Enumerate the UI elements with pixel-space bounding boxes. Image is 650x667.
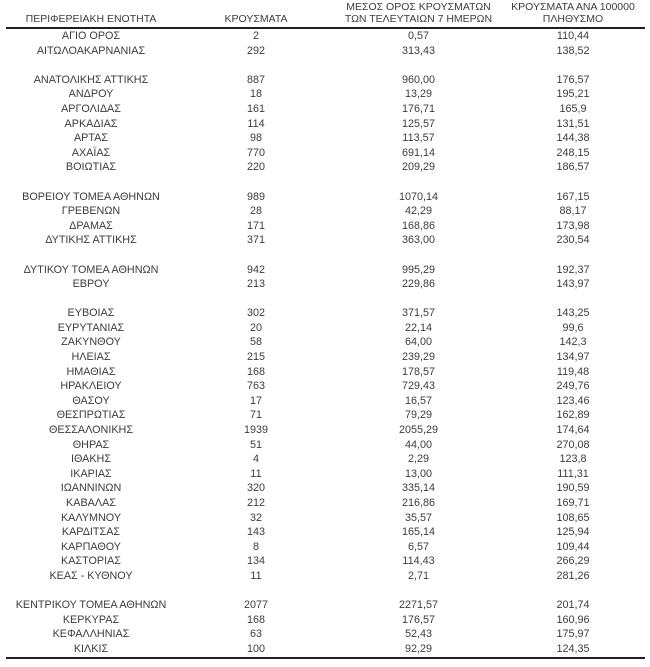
table-row (6, 525, 645, 540)
cases-cell: 2077 (243, 599, 269, 612)
avg-7day-cell: 92,29 (336, 642, 501, 658)
avg-7day-cell: 22,14 (404, 321, 433, 334)
region-name-cell: ΚΕΦΑΛΛΗΝΙΑΣ (52, 628, 130, 641)
cases-cell: 11 (250, 569, 262, 582)
col-header-line2: ΚΡΟΥΣΜΑΤΑ (224, 12, 288, 25)
region-name-cell: ΙΘΑΚΗΣ (70, 453, 112, 466)
per-100k-cell: 143,97 (556, 278, 590, 291)
region-name-cell: ΚΑΡΠΑΘΟΥ (60, 540, 122, 553)
avg-7day-cell: 960,00 (401, 73, 436, 86)
region-name-cell: ΚΕΑΣ - ΚΥΘΝΟΥ (49, 569, 133, 582)
avg-7day-cell: 363,00 (401, 234, 436, 247)
region-name-cell: ΑΡΤΑΣ (73, 132, 109, 145)
table-row (6, 394, 645, 409)
region-name-cell: ΔΥΤΙΚΟΥ ΤΟΜΕΑ ΑΘΗΝΩΝ (23, 263, 159, 276)
per-100k-cell: 143,25 (556, 307, 590, 320)
spacer-cell (6, 584, 645, 599)
region-name-cell: ΚΕΝΤΡΙΚΟΥ ΤΟΜΕΑ ΑΘΗΝΩΝ (15, 599, 167, 612)
per-100k-cell: 169,71 (556, 497, 590, 509)
avg-7day-cell: 168,86 (401, 219, 436, 232)
per-100k-cell: 123,8 (559, 453, 587, 466)
region-name-cell: ΘΑΣΟΥ (72, 394, 110, 407)
region-name-cell: ΒΟΡΕΙΟΥ ΤΟΜΕΑ ΑΘΗΝΩΝ (22, 190, 160, 203)
table-row (6, 28, 645, 44)
cases-cell: 134 (246, 555, 265, 568)
per-100k-cell: 144,38 (556, 132, 590, 145)
avg-7day-cell: 1070,14 (398, 190, 439, 203)
group-spacer-row (6, 584, 645, 599)
cases-cell: 171 (246, 219, 265, 232)
avg-7day-cell: 13,29 (404, 88, 433, 101)
region-name-cell: ΕΒΡΟΥ (72, 278, 110, 291)
avg-7day-cell: 0,57 (407, 30, 429, 42)
col-header-avg-7day (336, 2, 501, 28)
regional-cases-report-page (0, 2, 650, 667)
per-100k-cell: 176,57 (556, 73, 590, 86)
avg-7day-cell: 2271,57 (398, 599, 439, 612)
avg-7day-cell: 691,14 (401, 146, 436, 159)
table-body (6, 28, 645, 658)
per-100k-cell: 201,74 (556, 599, 590, 612)
avg-7day-cell: 178,57 (401, 365, 436, 378)
cases-cell: 18 (249, 88, 262, 101)
avg-7day-cell: 729,43 (401, 380, 436, 393)
cases-cell: 213 (246, 278, 265, 291)
cases-cell: 320 (246, 482, 265, 495)
cases-cell: 71 (249, 409, 262, 422)
table-row (6, 452, 645, 467)
avg-7day-cell: 79,29 (404, 409, 433, 422)
region-name-cell: ΑΙΤΩΛΟΑΚΑΡΝΑΝΙΑΣ (36, 44, 146, 57)
table-row (6, 423, 645, 438)
table-row (6, 496, 645, 511)
cases-cell: 292 (246, 44, 265, 57)
cases-cell: 58 (249, 336, 262, 349)
cases-cell: 17 (249, 394, 262, 407)
cases-cell: 1939 (243, 424, 269, 437)
per-100k-cell: 119,48 (556, 365, 590, 378)
avg-7day-cell: 176,57 (401, 613, 436, 626)
avg-7day-cell: 44,00 (404, 438, 433, 451)
cases-cell: 32 (249, 511, 262, 524)
region-name-cell: ΖΑΚΥΝΘΟΥ (61, 336, 121, 349)
table-row (6, 102, 645, 117)
per-100k-cell: 131,51 (556, 117, 590, 130)
region-name-cell: ΚΙΛΚΙΣ (6, 642, 176, 658)
region-name-cell: ΑΧΑΪΑΣ (71, 146, 111, 159)
per-100k-cell: 165,9 (559, 102, 587, 115)
per-100k-cell: 111,31 (557, 467, 589, 480)
per-100k-cell: 142,3 (559, 336, 587, 349)
col-header-line2: ΠΕΡΙΦΕΡΕΙΑΚΗ ΕΝΟΤΗΤΑ (25, 12, 157, 25)
regional-cases-table (6, 2, 645, 659)
col-header-per-100k (501, 2, 645, 28)
per-100k-cell: 281,26 (556, 569, 590, 582)
cases-cell: 887 (246, 73, 265, 86)
avg-7day-cell: 16,57 (404, 394, 433, 407)
cases-cell: 161 (246, 102, 265, 115)
per-100k-cell: 108,65 (556, 511, 590, 524)
table-row (6, 263, 645, 278)
avg-7day-cell: 35,57 (404, 511, 433, 524)
per-100k-cell: 88,17 (559, 205, 587, 218)
cases-cell: 989 (246, 190, 265, 203)
group-spacer-row (6, 58, 645, 73)
region-name-cell: ΙΚΑΡΙΑΣ (70, 467, 112, 480)
per-100k-cell: 195,21 (556, 88, 590, 101)
spacer-cell (6, 292, 645, 307)
avg-7day-cell: 176,71 (401, 102, 436, 115)
table-row (6, 365, 645, 380)
cases-cell: 942 (246, 263, 265, 276)
per-100k-cell: 138,52 (556, 44, 590, 57)
cases-cell: 168 (246, 613, 265, 626)
table-row (6, 438, 645, 453)
avg-7day-cell: 995,29 (401, 263, 436, 276)
region-name-cell: ΘΕΣΣΑΛΟΝΙΚΗΣ (48, 424, 133, 437)
avg-7day-cell: 6,57 (407, 540, 429, 553)
region-name-cell: ΘΗΡΑΣ (72, 438, 110, 451)
region-name-cell: ΕΥΡΥΤΑΝΙΑΣ (57, 321, 125, 334)
avg-7day-cell: 2055,29 (398, 424, 439, 437)
table-row (6, 408, 645, 423)
region-name-cell: ΕΥΒΟΙΑΣ (67, 307, 115, 320)
col-header-region (6, 2, 176, 28)
per-100k-cell: 167,15 (556, 190, 590, 203)
cases-cell: 28 (249, 205, 262, 218)
cases-cell: 2 (252, 30, 259, 42)
table-row (6, 219, 645, 234)
region-name-cell: ΓΡΕΒΕΝΩΝ (61, 205, 121, 218)
avg-7day-cell: 209,29 (401, 161, 436, 174)
table-row (6, 204, 645, 219)
table-row (6, 306, 645, 321)
per-100k-cell: 160,96 (556, 613, 590, 626)
table-row (6, 554, 645, 569)
table-row (6, 117, 645, 132)
group-spacer-row (6, 292, 645, 307)
cases-cell: 302 (246, 307, 265, 320)
per-100k-cell: 99,6 (562, 321, 584, 334)
per-100k-cell: 175,97 (556, 628, 590, 641)
table-row (6, 321, 645, 336)
region-name-cell: ΑΡΚΑΔΙΑΣ (64, 117, 118, 130)
cases-cell: 212 (246, 497, 265, 509)
table-row (6, 277, 645, 292)
group-spacer-row (6, 248, 645, 263)
avg-7day-cell: 371,57 (401, 307, 436, 320)
cases-cell: 770 (246, 146, 265, 159)
per-100k-cell: 270,08 (556, 438, 590, 451)
per-100k-cell: 173,98 (556, 219, 590, 232)
avg-7day-cell: 52,43 (404, 628, 433, 641)
col-header-line2: ΠΛΗΘΥΣΜΟ (542, 12, 604, 25)
avg-7day-cell: 229,86 (401, 278, 436, 291)
table-row (6, 190, 645, 205)
avg-7day-cell: 114,43 (402, 555, 435, 568)
avg-7day-cell: 165,14 (401, 526, 436, 539)
per-100k-cell: 109,44 (556, 540, 590, 553)
per-100k-cell: 266,29 (556, 555, 590, 568)
per-100k-cell: 125,94 (556, 526, 590, 539)
table-row (6, 131, 645, 146)
region-name-cell: ΚΑΛΥΜΝΟΥ (60, 511, 122, 524)
table-row (6, 87, 645, 102)
region-name-cell: ΑΝΔΡΟΥ (68, 88, 114, 101)
col-header-line2: ΤΩΝ ΤΕΛΕΥΤΑΙΩΝ 7 ΗΜΕΡΩΝ (344, 12, 493, 25)
per-100k-cell: 110,44 (556, 30, 590, 42)
per-100k-cell: 123,46 (556, 394, 590, 407)
table-row (6, 598, 645, 613)
cases-cell: 371 (246, 234, 265, 247)
cases-cell: 168 (246, 365, 265, 378)
per-100k-cell: 230,54 (556, 234, 590, 247)
table-row (6, 642, 645, 658)
region-name-cell: ΚΑΡΔΙΤΣΑΣ (61, 526, 121, 539)
avg-7day-cell: 216,86 (401, 497, 436, 509)
per-100k-cell: 190,59 (556, 482, 590, 495)
per-100k-cell: 192,37 (556, 263, 590, 276)
region-name-cell: ΒΟΙΩΤΙΑΣ (65, 161, 117, 174)
spacer-cell (6, 248, 645, 263)
region-name-cell: ΑΓΙΟ ΟΡΟΣ (61, 30, 121, 42)
cases-cell: 143 (246, 526, 265, 539)
cases-cell: 763 (246, 380, 265, 393)
region-name-cell: ΑΝΑΤΟΛΙΚΗΣ ΑΤΤΙΚΗΣ (33, 73, 149, 86)
avg-7day-cell: 2,29 (407, 453, 429, 466)
cases-cell: 51 (249, 438, 262, 451)
table-row (6, 146, 645, 161)
region-name-cell: ΑΡΓΟΛΙΔΑΣ (61, 102, 121, 115)
avg-7day-cell: 64,00 (404, 336, 433, 349)
avg-7day-cell: 2,71 (407, 569, 429, 582)
avg-7day-cell: 13,00 (404, 467, 433, 480)
table-row (6, 467, 645, 482)
region-name-cell: ΙΩΑΝΝΙΝΩΝ (60, 482, 122, 495)
region-name-cell: ΚΑΒΑΛΑΣ (66, 497, 116, 509)
table-row (6, 73, 645, 88)
per-100k-cell: 162,89 (556, 409, 590, 422)
cases-cell: 215 (246, 351, 265, 364)
per-100k-cell: 174,64 (556, 424, 590, 437)
avg-7day-cell: 313,43 (401, 44, 436, 57)
avg-7day-cell: 239,29 (401, 351, 436, 364)
col-header-cases (176, 2, 336, 28)
table-row (6, 540, 645, 555)
table-row (6, 379, 645, 394)
table-row (6, 613, 645, 628)
region-name-cell: ΘΕΣΠΡΩΤΙΑΣ (56, 409, 126, 422)
cases-cell: 20 (249, 321, 262, 334)
table-row (6, 511, 645, 526)
avg-7day-cell: 335,14 (401, 482, 436, 495)
avg-7day-cell: 125,57 (401, 117, 436, 130)
per-100k-cell: 134,97 (556, 351, 590, 364)
cases-cell: 114 (247, 117, 265, 130)
per-100k-cell: 249,76 (556, 380, 590, 393)
table-row (6, 233, 645, 248)
region-name-cell: ΔΡΑΜΑΣ (69, 219, 113, 232)
table-row (6, 350, 645, 365)
region-name-cell: ΔΥΤΙΚΗΣ ΑΤΤΙΚΗΣ (45, 234, 137, 247)
per-100k-cell: 124,35 (501, 642, 645, 658)
table-row (6, 481, 645, 496)
region-name-cell: ΚΑΣΤΟΡΙΑΣ (61, 555, 121, 568)
cases-cell: 63 (249, 628, 262, 641)
col-header-line1: ΚΡΟΥΣΜΑΤΑ ΑΝΑ 100000 (511, 1, 635, 13)
spacer-cell (6, 175, 645, 190)
table-row (6, 569, 645, 584)
region-name-cell: ΚΕΡΚΥΡΑΣ (62, 613, 120, 626)
region-name-cell: ΗΡΑΚΛΕΙΟΥ (60, 380, 122, 393)
header-row (6, 2, 645, 28)
table-row (6, 627, 645, 642)
group-spacer-row (6, 175, 645, 190)
cases-cell: 8 (252, 540, 259, 553)
col-header-line1: ΜΕΣΟΣ ΟΡΟΣ ΚΡΟΥΣΜΑΤΩΝ (346, 1, 491, 13)
cases-cell: 100 (176, 642, 336, 658)
table-row (6, 335, 645, 350)
spacer-cell (6, 58, 645, 73)
per-100k-cell: 248,15 (556, 146, 590, 159)
table-row (6, 160, 645, 175)
per-100k-cell: 186,57 (556, 161, 590, 174)
table-row (6, 44, 645, 59)
avg-7day-cell: 42,29 (404, 205, 433, 218)
cases-cell: 4 (252, 453, 259, 466)
cases-cell: 220 (246, 161, 265, 174)
cases-cell: 98 (249, 132, 262, 145)
region-name-cell: ΗΛΕΙΑΣ (71, 351, 111, 364)
avg-7day-cell: 113,57 (402, 132, 435, 145)
cases-cell: 11 (250, 467, 262, 480)
region-name-cell: ΗΜΑΘΙΑΣ (66, 365, 116, 378)
